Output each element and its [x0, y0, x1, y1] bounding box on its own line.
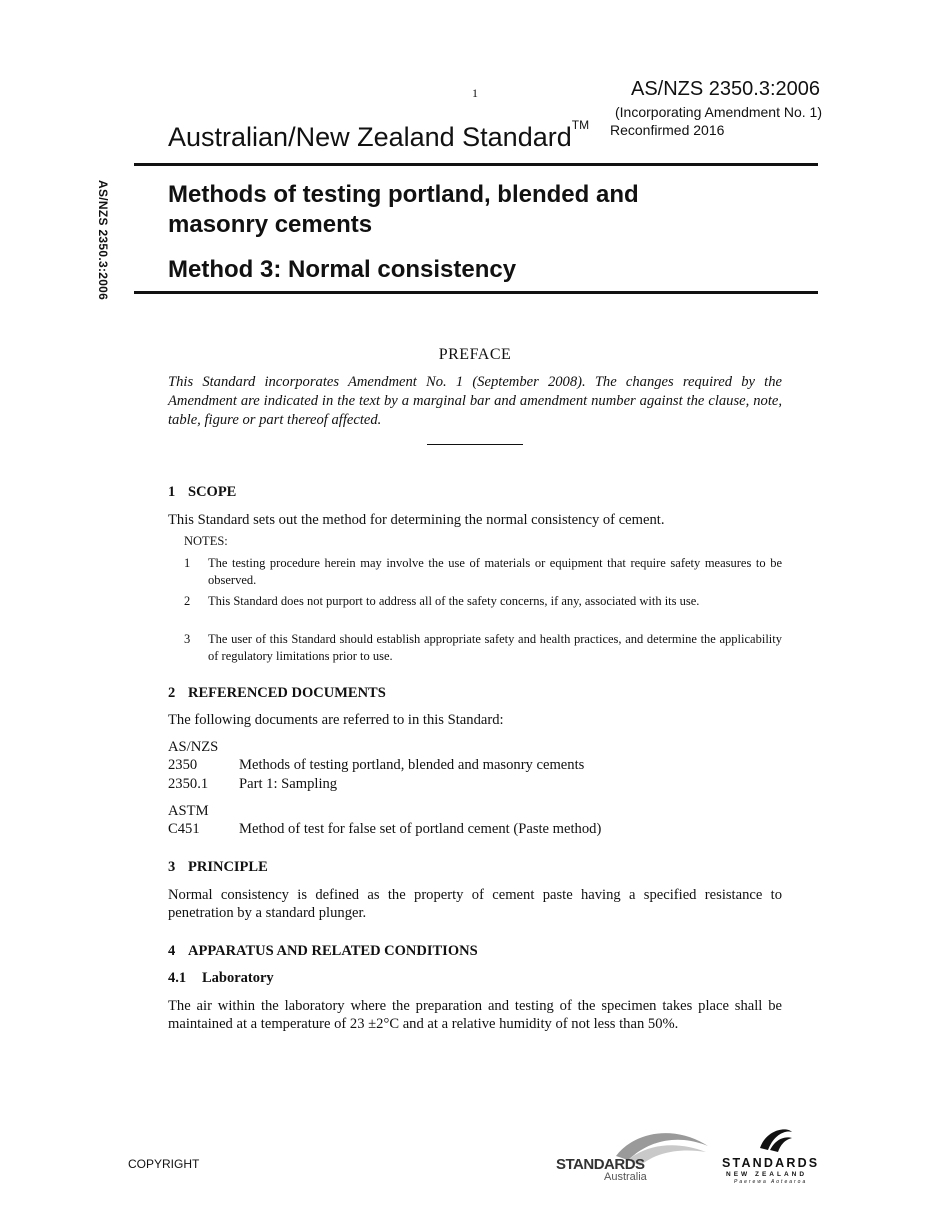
- note-3-number: 3: [184, 632, 191, 646]
- ref-code: 2350.1: [168, 776, 209, 792]
- referenced-intro: The following documents are referred to in this Standard:: [168, 712, 504, 728]
- amendment-note: (Incorporating Amendment No. 1): [615, 104, 822, 120]
- title-divider: [134, 291, 818, 294]
- ref-group-1-label: AS/NZS: [168, 739, 219, 755]
- logo-nz-maori-subtitle: Paerewa Aotearoa: [734, 1179, 808, 1185]
- method-title: Method 3: Normal consistency: [168, 256, 517, 283]
- ref-title: Part 1: Sampling: [239, 776, 338, 792]
- notes-label: NOTES:: [184, 534, 228, 548]
- section-2-title: REFERENCED DOCUMENTS: [188, 685, 386, 701]
- subsection-4-1-title: Laboratory: [202, 970, 274, 986]
- header-title-text: Australian/New Zealand Standard: [168, 122, 572, 152]
- section-1-title: SCOPE: [188, 484, 237, 500]
- section-1-number: 1: [168, 484, 176, 500]
- scope-text: This Standard sets out the method for determining the normal consistency of cement.: [168, 512, 665, 528]
- preface-divider: [427, 444, 523, 445]
- note-1-text: The testing procedure herein may involve the use of materials or equipment that require safety measures to be observed.: [208, 556, 782, 587]
- principle-text: Normal consistency is defined as the property of cement paste having a specified resistance to penetration by a standard plunger.: [168, 887, 782, 921]
- section-1-heading: [168, 484, 236, 501]
- subsection-4-1-number: 4.1: [168, 970, 187, 986]
- ref-group-2-label: ASTM: [168, 803, 209, 819]
- section-4-title: APPARATUS AND RELATED CONDITIONS: [188, 943, 478, 959]
- note-3: [184, 631, 782, 665]
- trademark-mark: TM: [571, 118, 590, 132]
- section-4-number: 4: [168, 943, 176, 959]
- ref-item: [168, 821, 601, 838]
- section-3-title: PRINCIPLE: [188, 859, 268, 875]
- ref-group-label-astm: [168, 803, 209, 820]
- section-3-number: 3: [168, 859, 176, 875]
- side-standard-code: AS/NZS 2350.3:2006: [96, 180, 110, 301]
- nz-emblem-icon: [756, 1126, 796, 1154]
- ref-title: Method of test for false set of portland cement (Paste method): [239, 821, 602, 837]
- section-4-heading: [168, 943, 478, 960]
- page-number: 1: [472, 86, 478, 100]
- note-2-text: This Standard does not purport to address all of the safety concerns, if any, associated with its use.: [208, 594, 700, 608]
- ref-code: C451: [168, 821, 200, 837]
- note-2-number: 2: [184, 594, 191, 608]
- logo-au-wordmark: STANDARDS: [556, 1156, 645, 1173]
- subsection-4-1-heading: [168, 970, 274, 987]
- document-title: [168, 180, 788, 240]
- ref-item: [168, 757, 584, 774]
- logo-nz-subtitle: NEW ZEALAND: [726, 1171, 808, 1178]
- header-title: [168, 118, 590, 153]
- laboratory-text: The air within the laboratory where the preparation and testing of the specimen takes place shall be maintained at a temperature of 23 ±2°C and at a relative humidity of not less than 50%.: [168, 998, 782, 1032]
- note-3-text: The user of this Standard should establish appropriate safety and health practices, and determine the applicability of regulatory limitations prior to use.: [208, 632, 782, 663]
- header-divider: [134, 163, 818, 166]
- section-3-heading: [168, 859, 268, 876]
- ref-title: Methods of testing portland, blended and masonry cements: [239, 757, 585, 773]
- ref-code: 2350: [168, 757, 198, 773]
- standards-nz-logo: [722, 1126, 832, 1186]
- standards-australia-logo: [554, 1126, 714, 1186]
- preface-heading: PREFACE: [438, 346, 512, 363]
- ref-item: [168, 776, 337, 793]
- document-title-line-1: Methods of testing portland, blended and: [168, 181, 639, 208]
- copyright-label: COPYRIGHT: [128, 1157, 200, 1171]
- logo-au-subtitle: Australia: [604, 1171, 647, 1183]
- document-title-line-2: masonry cements: [168, 211, 373, 238]
- logo-nz-wordmark: STANDARDS: [722, 1156, 820, 1170]
- note-2: [184, 593, 782, 610]
- reconfirmed-note: Reconfirmed 2016: [610, 122, 725, 138]
- note-1-number: 1: [184, 556, 191, 570]
- ref-group-label-asnzs: [168, 739, 218, 756]
- preface-text: This Standard incorporates Amendment No. 1 (September 2008). The changes required by the Amendment are indicated in the text by a marginal bar and amendment number against the clause, note, table, figure or part thereof affected.: [168, 374, 782, 428]
- standard-code: AS/NZS 2350.3:2006: [630, 78, 820, 100]
- note-1: [184, 555, 782, 589]
- section-2-number: 2: [168, 685, 176, 701]
- section-2-heading: [168, 685, 386, 702]
